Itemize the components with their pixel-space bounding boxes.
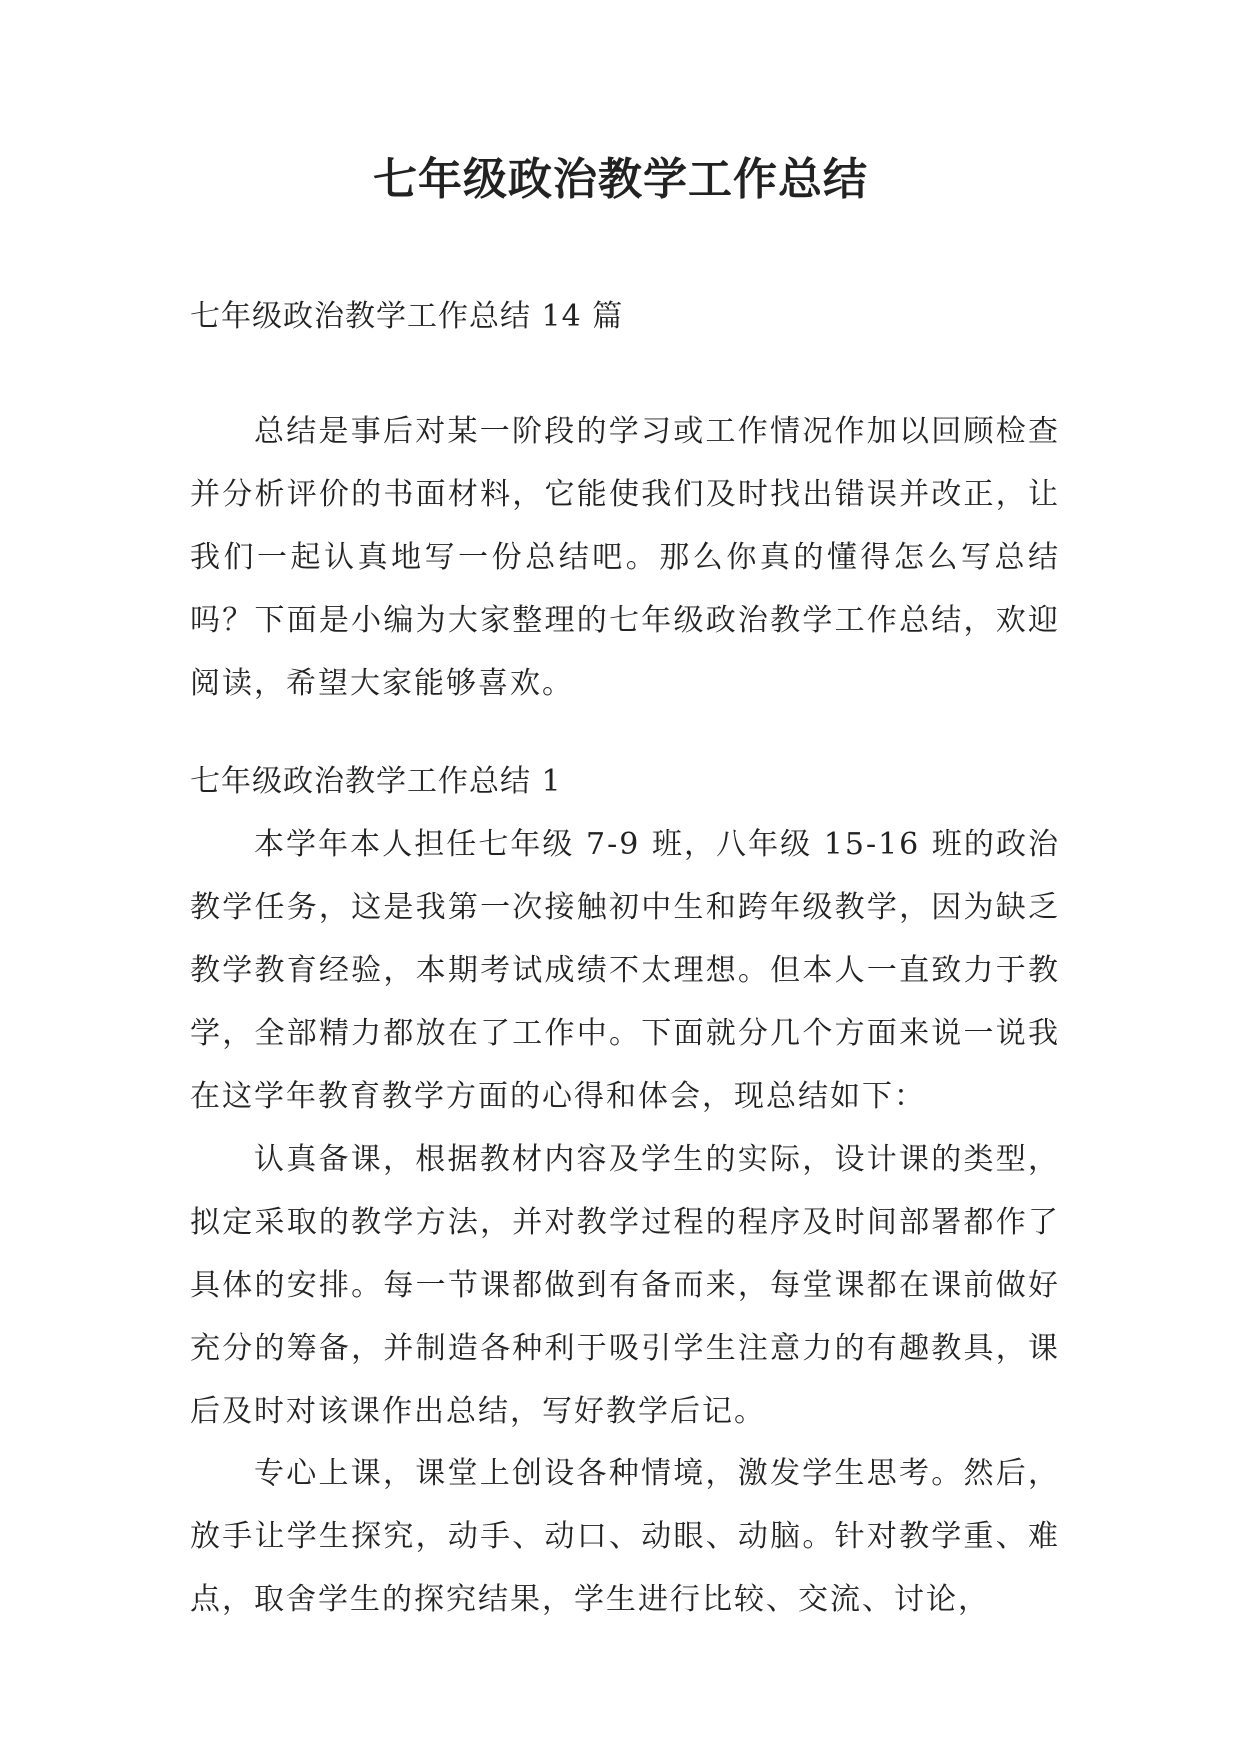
intro-paragraph: 总结是事后对某一阶段的学习或工作情况作加以回顾检查并分析评价的书面材料，它能使我们及时找出错误并改正，让我们一起认真地写一份总结吧。那么你真的懂得怎么写总结吗？下面是小编为大家整理的七年级政治教学工作总结，欢迎阅读，希望大家能够喜欢。 — [190, 414, 1060, 701]
body-paragraph-2: 认真备课，根据教材内容及学生的实际，设计课的类型，拟定采取的教学方法，并对教学过程的程序及时间部署都作了具体的安排。每一节课都做到有备而来，每堂课都在课前做好充分的筹备，并制造各种利于吸引学生注意力的有趣教具，课后及时对该课作出总结，写好教学后记。 — [190, 1142, 1060, 1429]
body-paragraph-3: 专心上课，课堂上创设各种情境，激发学生思考。然后，放手让学生探究，动手、动口、动眼、动脑。针对教学重、难点，取舍学生的探究结果，学生进行比较、交流、讨论， — [190, 1456, 1060, 1617]
document-title: 七年级政治教学工作总结 — [373, 154, 868, 205]
body-paragraph-1: 本学年本人担任七年级 7-9 班，八年级 15-16 班的政治教学任务，这是我第一次接触初中生和跨年级教学，因为缺乏教学教育经验，本期考试成绩不太理想。但本人一直致力于教学，全部精力都放在了工作中。下面就分几个方面来说一说我在这学年教育教学方面的心得和体会，现总结如下： — [190, 827, 1060, 1114]
section-heading: 七年级政治教学工作总结 1 — [190, 764, 562, 799]
document-subtitle: 七年级政治教学工作总结 14 篇 — [190, 299, 624, 334]
